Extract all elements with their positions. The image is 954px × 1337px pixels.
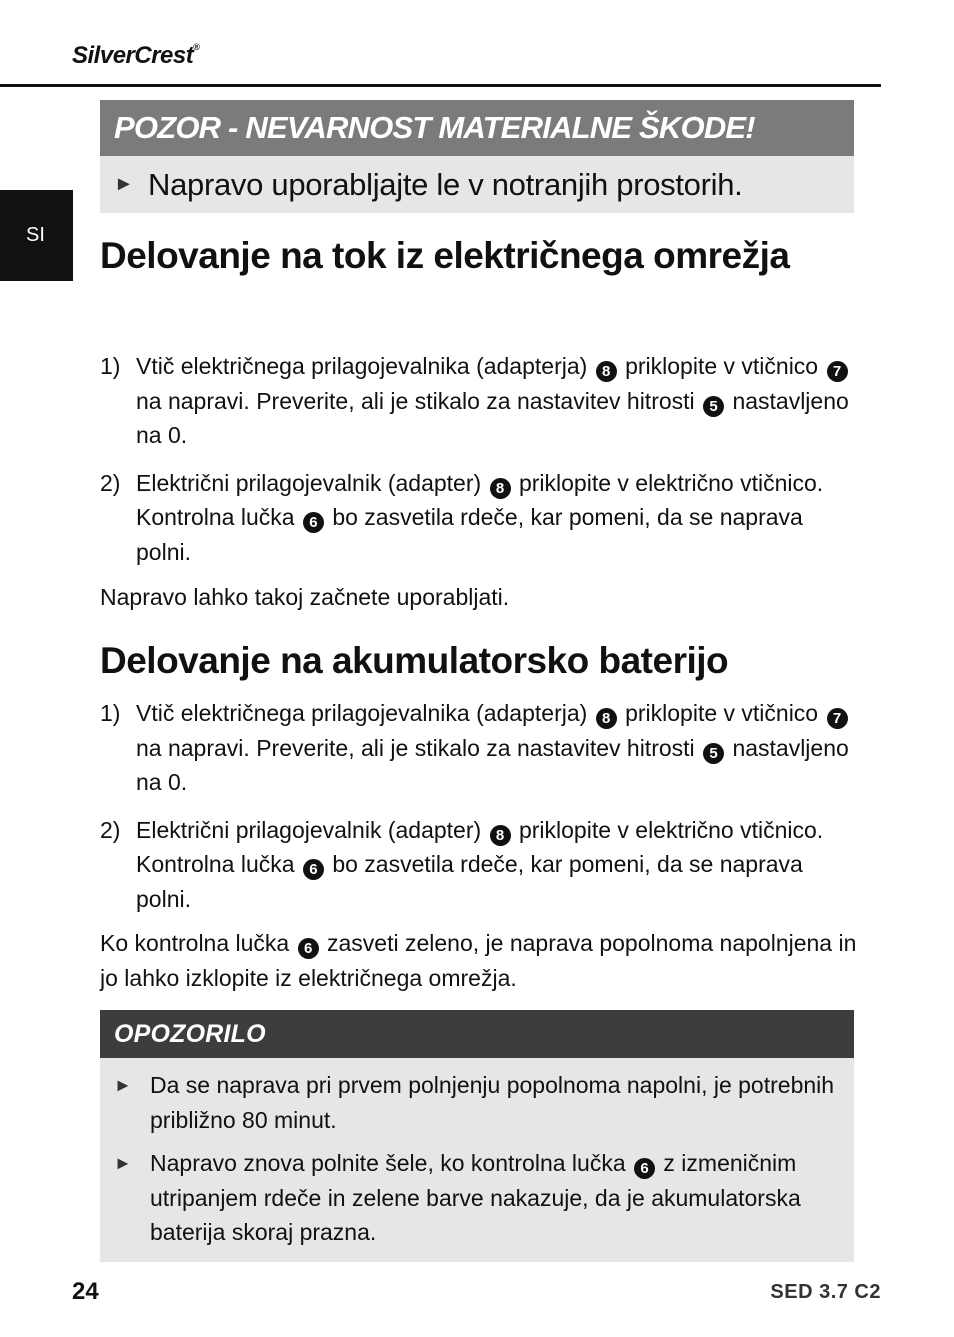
part-number-badge: 6 bbox=[303, 859, 324, 880]
language-tab: SI bbox=[0, 190, 73, 281]
caution-box bbox=[100, 100, 854, 213]
list-item bbox=[100, 813, 860, 917]
part-number-badge: 5 bbox=[703, 396, 724, 417]
steps-battery bbox=[100, 696, 860, 929]
part-number-badge: 8 bbox=[596, 361, 617, 382]
step-number: 1) bbox=[100, 700, 121, 726]
part-number-badge: 5 bbox=[703, 743, 724, 764]
part-number-badge: 7 bbox=[827, 361, 848, 382]
list-item bbox=[100, 349, 860, 453]
section-title-mains: Delovanje na tok iz električnega omrežja bbox=[100, 235, 790, 276]
section-title-battery: Delovanje na akumulatorsko baterijo bbox=[100, 640, 729, 681]
part-number-badge: 8 bbox=[490, 478, 511, 499]
warning-text: Napravo znova polnite šele, ko kontrolna lučka bbox=[150, 1150, 626, 1176]
step-text: na napravi. Preverite, ali je stikalo za nastavitev hitrosti bbox=[136, 387, 695, 414]
part-number-badge: 6 bbox=[634, 1158, 655, 1179]
warning-body bbox=[100, 1058, 854, 1262]
step-text: Električni prilagojevalnik (adapter) bbox=[136, 469, 482, 496]
step-text: na napravi. Preverite, ali je stikalo za nastavitev hitrosti bbox=[136, 734, 695, 761]
list-item bbox=[100, 696, 860, 800]
note-text: Ko kontrolna lučka bbox=[100, 930, 290, 956]
step-text: Vtič električnega prilagojevalnika (adapterja) bbox=[136, 700, 588, 726]
note-text: zasveti zeleno, je naprava popolnoma napolnjena in jo lahko izklopite iz električnega omrežja. bbox=[100, 930, 857, 991]
part-number-badge: 6 bbox=[303, 512, 324, 533]
note-battery bbox=[100, 926, 860, 995]
bullet-arrow-icon: ► bbox=[114, 1075, 132, 1095]
page-number: 24 bbox=[72, 1278, 99, 1305]
model-number: SED 3.7 C2 bbox=[770, 1281, 881, 1303]
caution-item bbox=[100, 156, 854, 213]
list-item bbox=[114, 1068, 840, 1137]
caution-title: POZOR - NEVARNOST MATERIALNE ŠKODE! bbox=[100, 100, 854, 156]
part-number-badge: 7 bbox=[827, 708, 848, 729]
step-text: nastavljeno na 0. bbox=[136, 387, 849, 448]
step-text: nastavljeno na 0. bbox=[136, 734, 849, 795]
part-number-badge: 6 bbox=[298, 938, 319, 959]
warning-box bbox=[100, 1010, 854, 1262]
caution-text: Napravo uporabljajte le v notranjih prostorih. bbox=[148, 166, 743, 202]
part-number-badge: 8 bbox=[596, 708, 617, 729]
bullet-arrow-icon: ► bbox=[114, 1153, 132, 1173]
step-text: bo zasvetila rdeče, kar pomeni, da se naprava polni. bbox=[136, 851, 803, 912]
step-text: Vtič električnega prilagojevalnika (adapterja) bbox=[136, 353, 588, 379]
step-text: priklopite v vtičnico bbox=[625, 700, 819, 726]
bullet-arrow-icon: ► bbox=[114, 173, 134, 195]
list-item bbox=[114, 1146, 840, 1250]
note-mains: Napravo lahko takoj začnete uporabljati. bbox=[100, 584, 510, 610]
warning-title: OPOZORILO bbox=[100, 1010, 854, 1058]
steps-mains bbox=[100, 349, 860, 582]
step-text: priklopite v vtičnico bbox=[625, 353, 819, 379]
warning-text: Da se naprava pri prvem polnjenju popolnoma napolni, je potrebnih približno 80 minut. bbox=[150, 1072, 835, 1133]
step-text: Električni prilagojevalnik (adapter) bbox=[136, 816, 482, 843]
step-text: bo zasvetila rdeče, kar pomeni, da se naprava polni. bbox=[136, 504, 803, 565]
warning-text: z izmeničnim utripanjem rdeče in zelene barve nakazuje, da je akumulatorska baterija skoraj prazna. bbox=[150, 1150, 801, 1245]
step-text: priklopite v električno vtičnico. Kontrolna lučka bbox=[136, 469, 824, 530]
step-number: 1) bbox=[100, 353, 121, 379]
step-text: priklopite v električno vtičnico. Kontrolna lučka bbox=[136, 816, 824, 877]
part-number-badge: 8 bbox=[490, 825, 511, 846]
brand-logo: SilverCrest® bbox=[72, 42, 200, 69]
list-item bbox=[100, 466, 860, 570]
step-number: 2) bbox=[100, 469, 121, 496]
header-rule bbox=[0, 84, 881, 87]
step-number: 2) bbox=[100, 816, 121, 843]
